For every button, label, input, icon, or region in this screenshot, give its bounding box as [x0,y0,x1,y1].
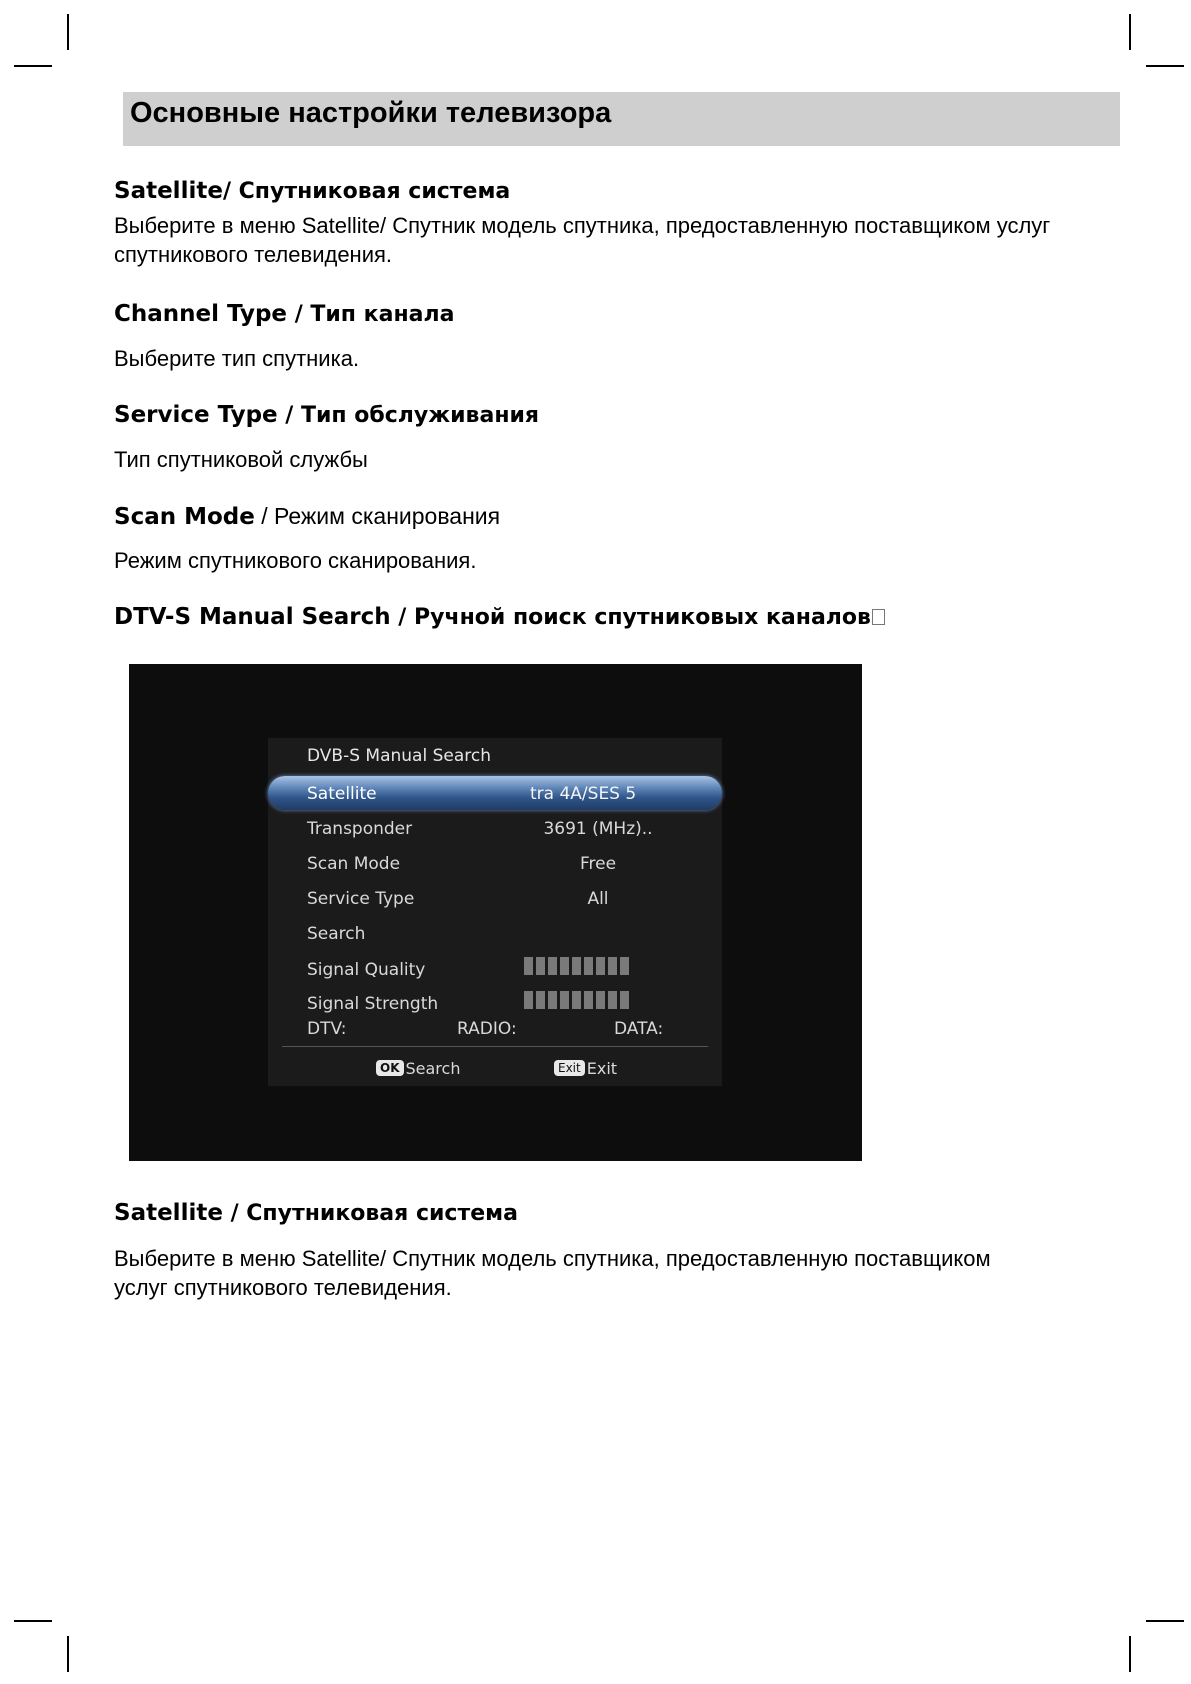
crop-mark-bottom-left-v [67,1636,69,1672]
section-heading-channel-type [114,301,454,327]
section-heading-manual-search [114,604,885,630]
tv-screenshot [129,664,862,1161]
meter-segment [608,957,617,975]
ok-key-icon: OK [376,1060,404,1076]
heading-ru: / Ручной поиск спутниковых каналов [390,605,871,630]
heading-en: Scan Mode [114,504,255,530]
heading-en: Channel Type [114,301,288,327]
heading-ru: / Спутниковая система [222,179,511,204]
meter-segment [524,991,533,1009]
section-text-satellite-2-line1: Выберите в меню Satellite/ Спутник модель спутника, предоставленную поставщиком [114,1246,991,1271]
section-heading-scan-mode [114,503,500,530]
crop-mark-top-left-h [14,65,52,67]
heading-en: DTV-S Manual Search [114,604,391,630]
heading-en: Satellite [114,1200,223,1226]
section-text-satellite-2-line2: услуг спутникового телевидения. [114,1275,452,1300]
meter-segment [560,991,569,1009]
row-label-scan-mode[interactable]: Scan Mode [307,854,401,874]
row-value-scan-mode[interactable]: Free [579,854,617,874]
row-value-service-type[interactable]: All [587,889,609,909]
section-heading-service-type [114,402,539,428]
meter-segment [536,991,545,1009]
exit-hint[interactable] [554,1059,617,1078]
heading-en: Service Type [114,402,278,428]
panel-title: DVB-S Manual Search [307,746,491,766]
crop-mark-bottom-right-v [1129,1636,1131,1672]
page-banner [123,92,1120,146]
ok-search-hint[interactable] [376,1059,460,1078]
missing-glyph-box [872,609,885,625]
row-label-signal-quality: Signal Quality [307,960,426,980]
crop-mark-top-right-h [1146,65,1184,67]
meter-segment [524,957,533,975]
meter-segment [572,991,581,1009]
dtv-count-label: DTV: [307,1019,347,1039]
data-count-label: DATA: [614,1019,664,1039]
row-label-search[interactable]: Search [307,924,366,944]
exit-hint-label: Exit [586,1059,618,1078]
radio-count-label: RADIO: [457,1019,517,1039]
meter-segment [572,957,581,975]
crop-mark-bottom-left-h [14,1620,52,1622]
section-heading-satellite [114,178,510,204]
meter-segment [596,991,605,1009]
manual-search-panel [268,738,722,1086]
meter-segment [608,991,617,1009]
meter-segment [620,957,629,975]
row-label-signal-strength: Signal Strength [307,994,439,1014]
row-value-transponder[interactable]: 3691 (MHz).. [543,819,653,839]
heading-ru: / Спутниковая система [222,1201,518,1226]
section-text-service-type: Тип спутниковой службы [114,447,368,472]
crop-mark-top-right-v [1129,14,1131,50]
row-label-satellite[interactable]: Satellite [307,784,377,804]
meter-segment [536,957,545,975]
meter-segment [584,957,593,975]
ok-hint-label: Search [405,1059,461,1078]
row-label-transponder[interactable]: Transponder [307,819,413,839]
meter-segment [584,991,593,1009]
section-text-scan-mode: Режим спутникового сканирования. [114,548,477,573]
meter-segment [560,957,569,975]
exit-key-icon: Exit [554,1060,585,1076]
meter-segment [548,991,557,1009]
panel-divider [282,1046,708,1047]
crop-mark-top-left-v [67,14,69,50]
meter-segment [620,991,629,1009]
signal-strength-meter [524,991,629,1009]
row-label-service-type[interactable]: Service Type [307,889,415,909]
meter-segment [548,957,557,975]
section-text-channel-type: Выберите тип спутника. [114,346,360,371]
heading-ru: / Режим сканирования [254,503,501,529]
meter-segment [596,957,605,975]
section-heading-satellite-2 [114,1200,518,1226]
row-value-satellite[interactable]: tra 4A/SES 5 [530,784,637,804]
heading-ru: / Тип обслуживания [277,403,540,428]
heading-ru: / Тип канала [287,302,455,327]
section-text-satellite: Выберите в меню Satellite/ Спутник модель спутника, предоставленную поставщиком услуг спутникового телевидения. [114,213,1051,267]
crop-mark-bottom-right-h [1146,1620,1184,1622]
signal-quality-meter [524,957,629,975]
page-title: Основные настройки телевизора [130,97,612,129]
heading-en: Satellite [114,178,223,204]
